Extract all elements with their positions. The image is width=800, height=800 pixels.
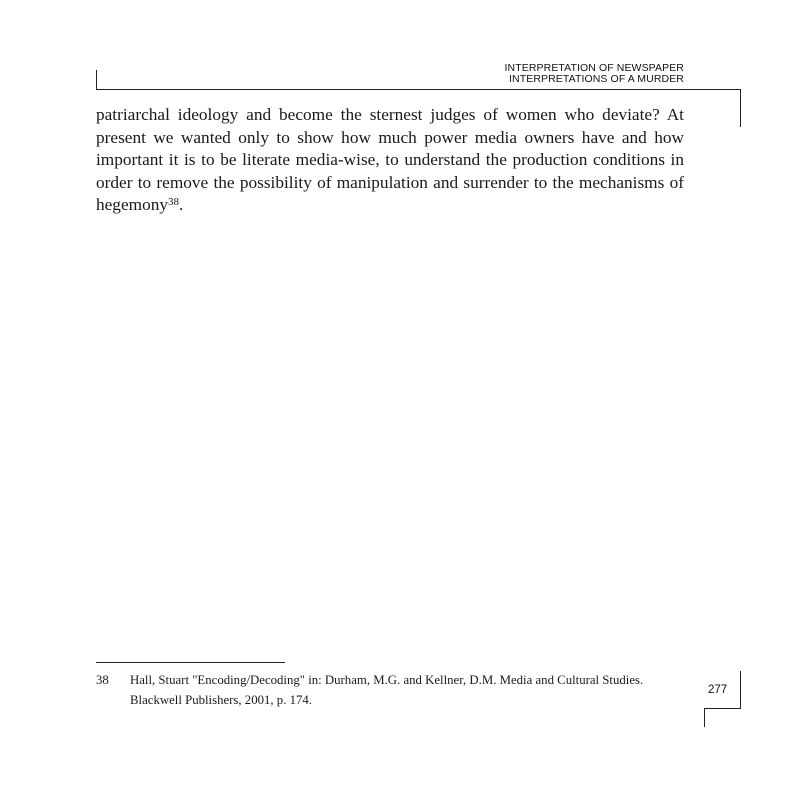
body-paragraph — [96, 104, 684, 217]
page-number: 277 — [708, 684, 728, 696]
header-rule-right-vertical — [740, 89, 741, 127]
running-head-line-1: INTERPRETATION OF NEWSPAPER — [504, 62, 684, 74]
running-head-line-2: INTERPRETATIONS OF A MURDER — [509, 73, 684, 85]
page-number-rule-top-vertical — [740, 671, 741, 709]
page-number-rule-horizontal — [704, 708, 741, 709]
running-head — [505, 63, 684, 85]
footnote-number: 38 — [96, 673, 109, 687]
footnote-separator — [96, 662, 285, 663]
footnote-reference: 38 — [168, 196, 179, 208]
footnote — [96, 670, 696, 710]
page-number-rule-bottom-vertical — [704, 708, 705, 727]
header-rule-left-vertical — [96, 70, 97, 90]
footnote-text: Hall, Stuart "Encoding/Decoding" in: Durham, M.G. and Kellner, D.M. Media and Cultural Studies. Blackwell Publishers, 2001, p. 174. — [130, 673, 644, 707]
body-paragraph-text: patriarchal ideology and become the sternest judges of women who deviate? At present we wanted only to show how much power media owners have and how important it is to be literate media-wise, to understand the production conditions in order to remove the possibility of manipulation and surrender to the mechanisms of hegemony — [96, 105, 684, 214]
body-paragraph-end: . — [179, 195, 184, 214]
header-rule-horizontal — [96, 89, 741, 90]
